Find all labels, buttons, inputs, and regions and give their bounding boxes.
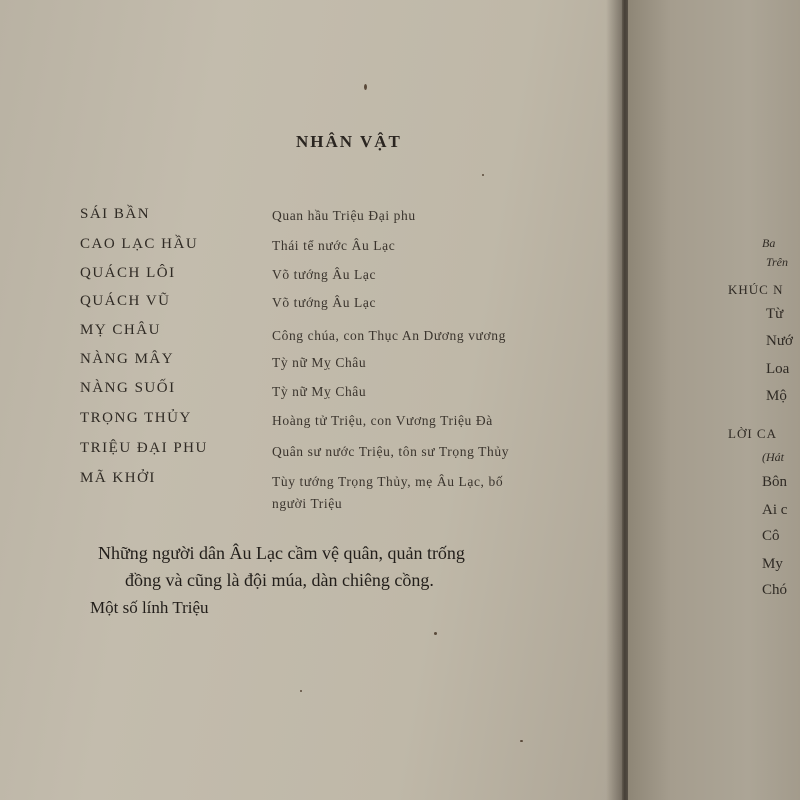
cast-role: CAO LẠC HẦU: [80, 236, 199, 252]
right-page-fragment: Ai c: [762, 502, 788, 518]
cast-role: MỴ CHÂU: [80, 322, 161, 338]
soldiers-note: Một số lính Triệu: [90, 598, 209, 617]
right-page-fragment: Từ: [766, 306, 784, 322]
paper-speck: [520, 740, 523, 742]
cast-role: TRIỆU ĐẠI PHU: [80, 440, 208, 456]
cast-role: NÀNG MÂY: [80, 351, 175, 367]
right-page-fragment: My: [762, 556, 783, 572]
right-page-fragment: KHÚC N: [728, 282, 784, 297]
people-note-line1: Những người dân Âu Lạc cầm vệ quân, quản trống: [98, 543, 465, 563]
cast-description: Quân sư nước Triệu, tôn sư Trọng Thủy: [272, 444, 510, 459]
paper-speck: [364, 84, 367, 90]
cast-description: Quan hầu Triệu Đại phu: [272, 208, 416, 223]
cast-description: Tỳ nữ Mỵ Châu: [272, 384, 367, 399]
cast-role: QUÁCH LÔI: [80, 265, 176, 281]
cast-description: Võ tướng Âu Lạc: [272, 295, 377, 310]
cast-description: Thái tể nước Âu Lạc: [272, 238, 396, 253]
cast-role: NÀNG SUỐI: [80, 380, 176, 396]
paper-speck: [434, 632, 437, 635]
people-note-line2: đồng và cũng là đội múa, dàn chiêng cồng.: [125, 570, 434, 590]
right-page-fragment: Mộ: [766, 388, 787, 404]
people-note: [98, 540, 618, 594]
right-page-fragment: Loa: [766, 361, 790, 377]
paper-speck: [300, 690, 302, 692]
right-page-fragment: Chó: [762, 582, 788, 598]
right-page-fragment: Bôn: [762, 474, 788, 490]
cast-description: Công chúa, con Thục An Dương vương: [272, 328, 506, 343]
right-page-fragment: Nướ: [766, 333, 793, 349]
cast-description-continued: người Triệu: [272, 496, 343, 511]
cast-description: Hoàng tử Triệu, con Vương Triệu Đà: [272, 413, 493, 428]
cast-role: TRỌNG THỦY: [80, 410, 192, 426]
right-page-fragment: Cô: [762, 528, 780, 544]
right-page-fragment: Trên: [766, 255, 789, 269]
cast-description: Tỳ nữ Mỵ Châu: [272, 355, 367, 370]
right-page-fragment: Ba: [762, 236, 776, 250]
page-title: NHÂN VẬT: [296, 132, 402, 151]
cast-role: QUÁCH VŨ: [80, 293, 171, 309]
cast-description: Võ tướng Âu Lạc: [272, 267, 377, 282]
paper-speck: [482, 174, 484, 176]
right-page-fragment: LỜI CA: [728, 426, 777, 441]
cast-role: MÃ KHỞI: [80, 470, 156, 486]
right-page-fragment: (Hát: [762, 450, 784, 464]
cast-description: Tùy tướng Trọng Thủy, mẹ Âu Lạc, bố: [272, 474, 504, 489]
cast-role: SÁI BẦN: [80, 206, 151, 222]
